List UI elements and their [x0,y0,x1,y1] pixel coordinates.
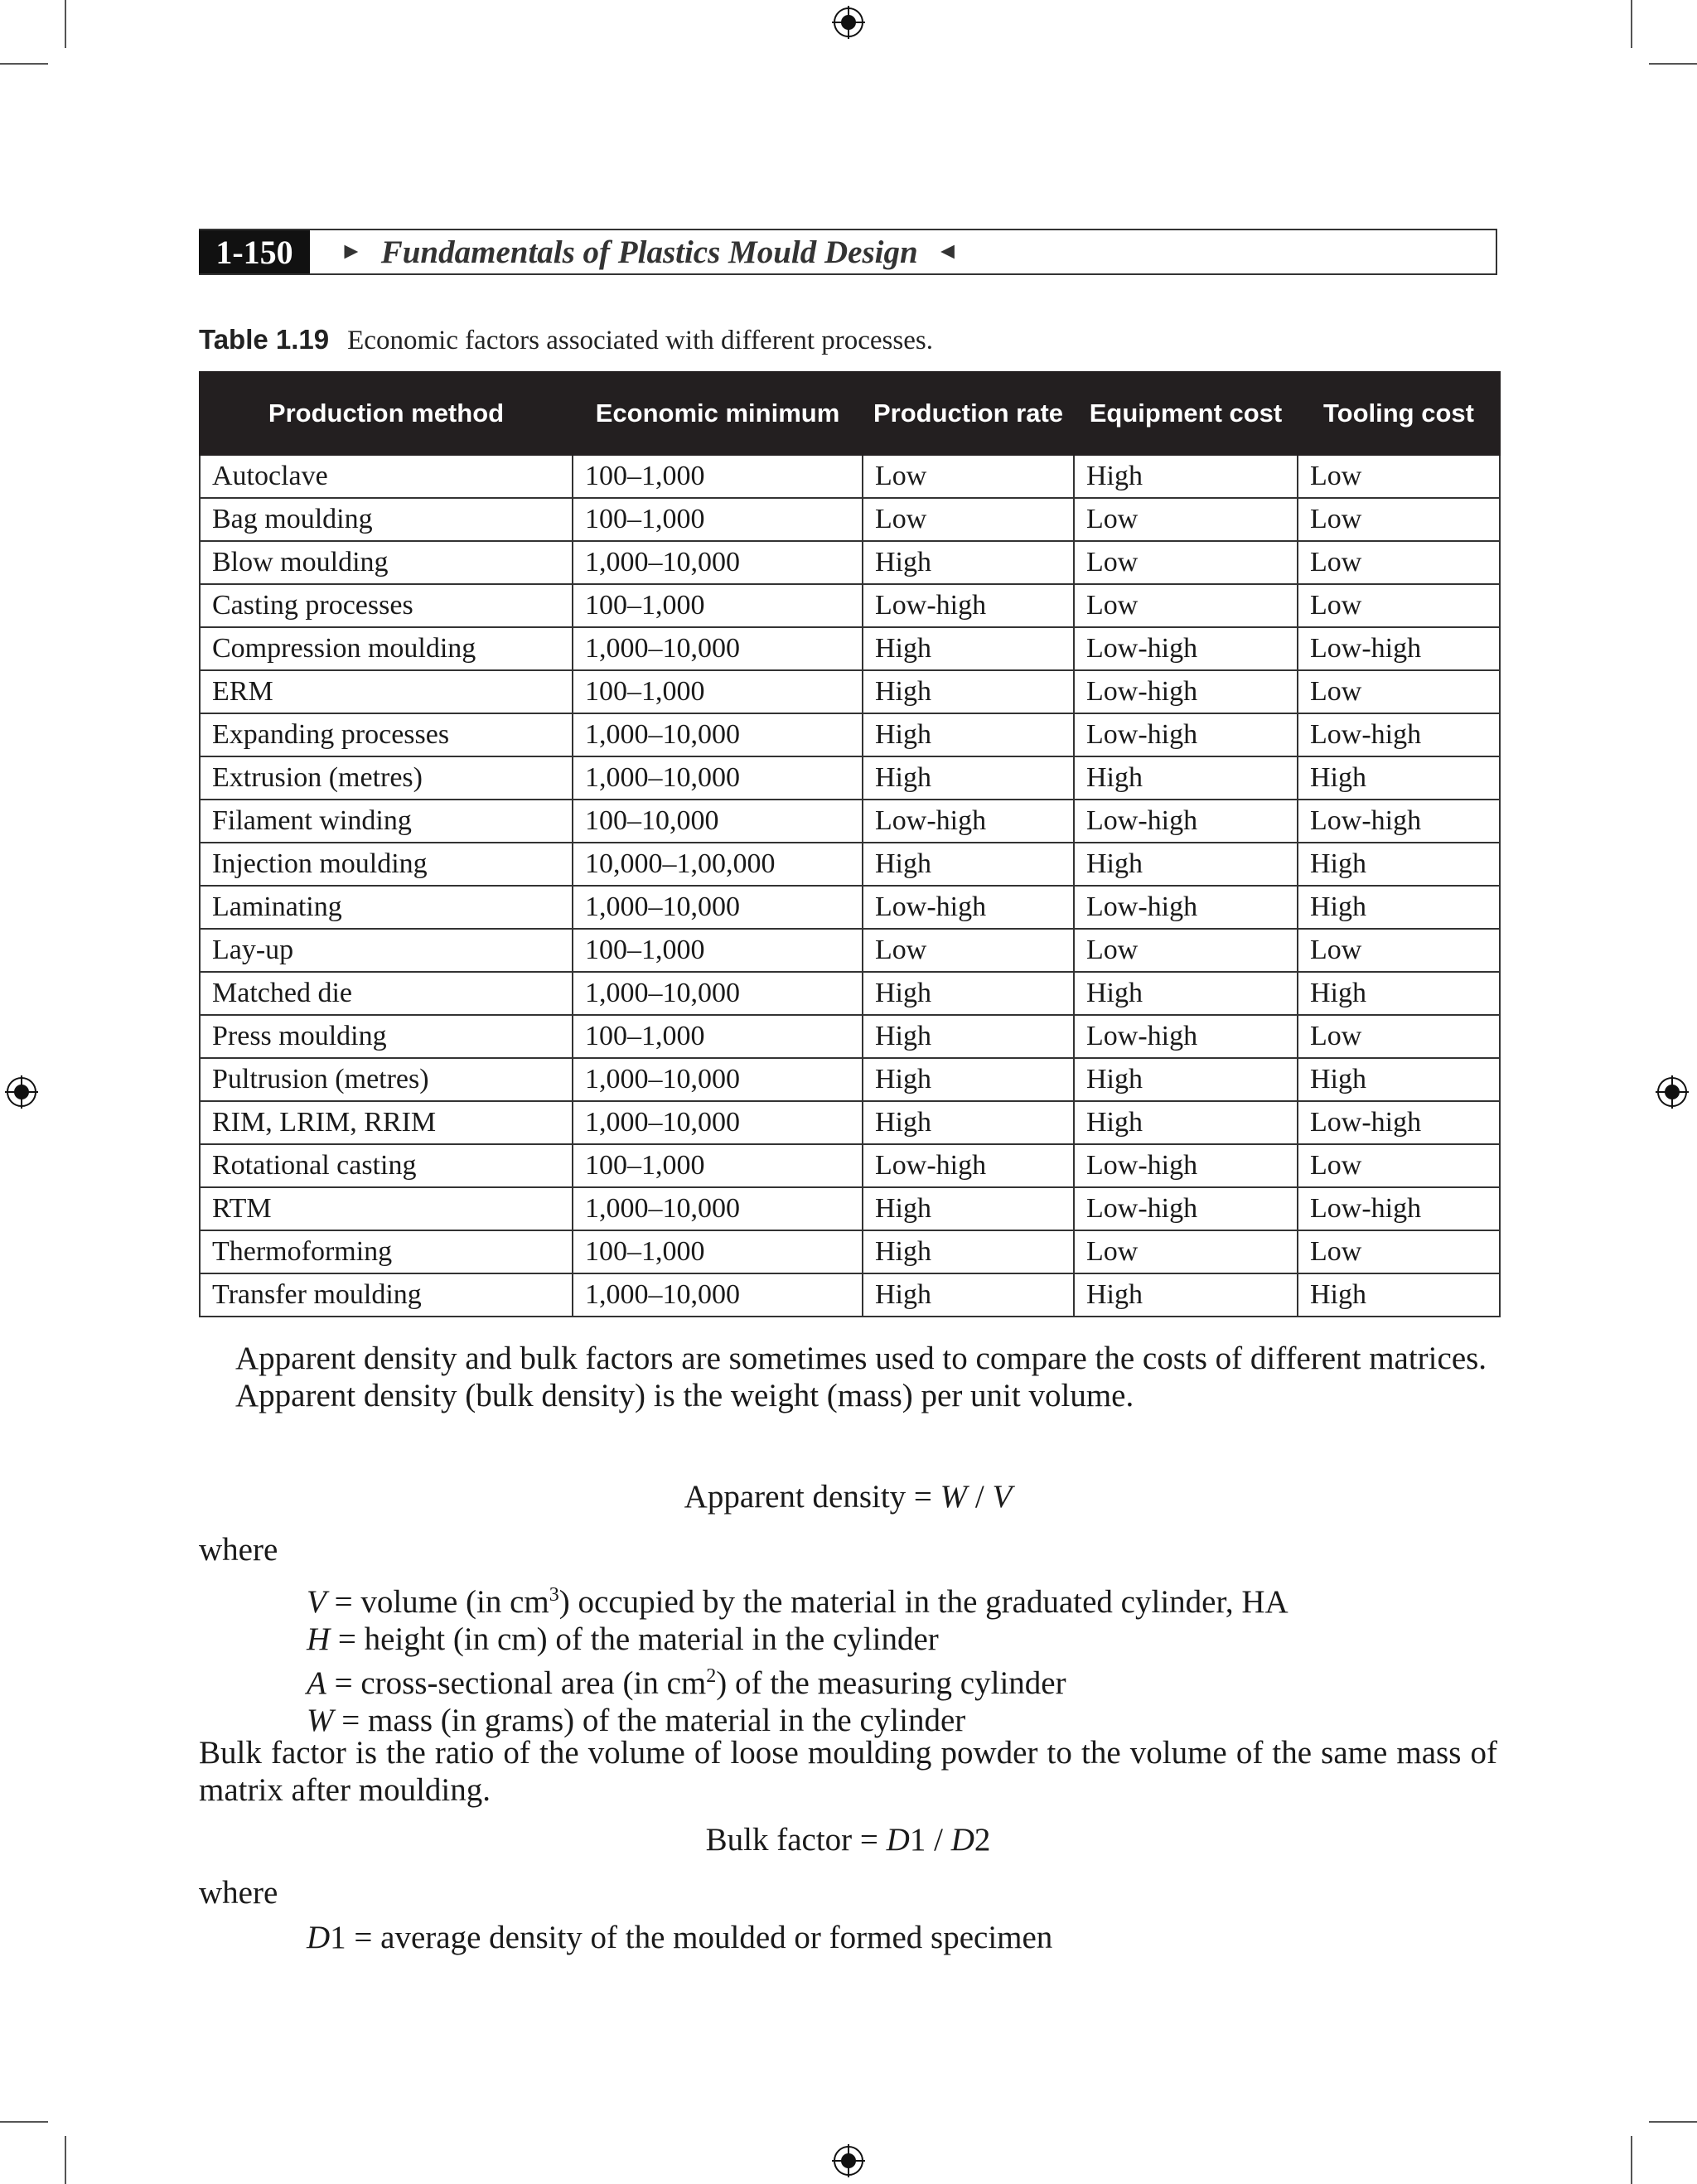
table-cell: 100–1,000 [573,455,863,498]
paragraph: Apparent density and bulk factors are sometimes used to compare the costs of different matrices. [235,1341,1487,1376]
table-row [200,1101,1500,1144]
table-cell: Low-high [1298,1101,1500,1144]
table-cell: ERM [200,670,573,713]
var-symbol: H [307,1621,331,1657]
table-cell: Low-high [1074,1015,1298,1058]
paragraph-bulk-factor [199,1734,1497,1809]
table-cell: Low [863,929,1074,972]
table-cell: Lay-up [200,929,573,972]
table-cell: High [1298,843,1500,886]
table-cell: High [863,1273,1074,1317]
table-cell: 100–1,000 [573,1015,863,1058]
equation-var: D [950,1822,974,1858]
table-cell: High [863,843,1074,886]
table-cell: 100–1,000 [573,929,863,972]
table-cell: Low-high [1074,713,1298,756]
equation-var: V [992,1479,1013,1515]
var-symbol: V [307,1584,326,1620]
table-row [200,843,1500,886]
table-cell: 1,000–10,000 [573,541,863,584]
table-cell: 1,000–10,000 [573,1058,863,1101]
table-row [200,498,1500,541]
equation-var: D [886,1822,910,1858]
table-cell: Press moulding [200,1015,573,1058]
table-cell: High [1074,756,1298,800]
table-row [200,1230,1500,1273]
page-number: 1-150 [199,230,310,273]
table-cell: Low-high [1074,1144,1298,1187]
column-header: Equipment cost [1074,372,1298,455]
table-row [200,713,1500,756]
table-cell: Low [1298,498,1500,541]
table-cell: High [863,756,1074,800]
table-cell: Low-high [863,800,1074,843]
table-cell: 1,000–10,000 [573,886,863,929]
table-cell: Low-high [1298,713,1500,756]
equation-text: Bulk factor = [705,1822,887,1858]
table-row [200,670,1500,713]
table-cell: Filament winding [200,800,573,843]
crop-mark [1631,0,1632,48]
def-text: = mass (in grams) of the material in the cylinder [333,1703,966,1738]
table-cell: Low [1298,584,1500,627]
table-cell: 100–1,000 [573,670,863,713]
table-cell: Injection moulding [200,843,573,886]
table-cell: Thermoforming [200,1230,573,1273]
header-title-group [340,234,959,271]
def-text: 1 = average density of the moulded or formed specimen [330,1920,1053,1955]
table-cell: Low [1074,1230,1298,1273]
paragraph: Bulk factor is the ratio of the volume of loose moulding powder to the volume of the same mass of matrix after moulding. [199,1735,1497,1808]
table-caption-text: Economic factors associated with different processes. [347,326,933,355]
book-title: Fundamentals of Plastics Mould Design [380,234,918,270]
crop-mark [1631,2136,1632,2184]
table-cell: Low [1298,1015,1500,1058]
registration-mark-icon [832,2144,865,2177]
equation-text: / [926,1822,951,1858]
column-header: Economic minimum [573,372,863,455]
table-cell: High [1298,972,1500,1015]
table-cell: 100–1,000 [573,584,863,627]
var-symbol: W [307,1703,334,1738]
table-cell: Low [1074,541,1298,584]
column-header: Tooling cost [1298,372,1500,455]
table-cell: High [1074,843,1298,886]
var-symbol: D [307,1920,331,1955]
table-cell: High [863,541,1074,584]
table-cell: 1,000–10,000 [573,972,863,1015]
table-cell: High [863,1101,1074,1144]
variable-definitions [307,1577,1288,1739]
left-triangle-icon: ◄ [936,239,960,264]
table-cell: Low-high [1074,886,1298,929]
table-row [200,800,1500,843]
definition-line [307,1577,1288,1621]
equation-var: W [940,1479,968,1515]
table-cell: Extrusion (metres) [200,756,573,800]
table-cell: 100–10,000 [573,800,863,843]
crop-mark [0,2121,48,2123]
table-cell: 1,000–10,000 [573,1187,863,1230]
table-cell: Low-high [1298,1187,1500,1230]
definition-line [307,1621,1288,1658]
equation-text: Apparent density = [684,1479,940,1515]
table-cell: Low-high [1298,627,1500,670]
table-cell: Low [863,498,1074,541]
table-row [200,541,1500,584]
running-header [199,229,1497,275]
table-cell: High [1074,972,1298,1015]
table-row [200,972,1500,1015]
table-cell: 1,000–10,000 [573,627,863,670]
table-cell: Low-high [863,886,1074,929]
table-cell: 100–1,000 [573,498,863,541]
table-cell: Low [1298,1144,1500,1187]
table-row [200,756,1500,800]
table-row [200,886,1500,929]
table-cell: High [863,1015,1074,1058]
table-cell: Low-high [1298,800,1500,843]
table-cell: High [863,713,1074,756]
table-cell: Low [1298,1230,1500,1273]
table-cell: 1,000–10,000 [573,1273,863,1317]
def-text: ) occupied by the material in the graduated cylinder, HA [558,1584,1288,1620]
column-header: Production rate [863,372,1074,455]
variable-definitions [307,1919,1052,1956]
equation-text: 1 [909,1822,926,1858]
table-row [200,929,1500,972]
table-cell: Low-high [1074,627,1298,670]
where-label: where [199,1875,278,1911]
table-cell: Transfer moulding [200,1273,573,1317]
table-cell: 100–1,000 [573,1144,863,1187]
table-caption [199,324,933,356]
var-symbol: A [307,1665,326,1701]
crop-mark [65,0,66,48]
table-cell: Compression moulding [200,627,573,670]
crop-mark [0,63,48,65]
table-row [200,1144,1500,1187]
table-cell: Blow moulding [200,541,573,584]
table-cell: RIM, LRIM, RRIM [200,1101,573,1144]
table-row [200,1273,1500,1317]
right-triangle-icon: ► [340,239,363,264]
table-cell: High [863,1058,1074,1101]
column-header: Production method [200,372,573,455]
crop-mark [1649,2121,1697,2123]
table-cell: Low-high [1074,670,1298,713]
table-cell: Low-high [863,1144,1074,1187]
table-cell: 100–1,000 [573,1230,863,1273]
table-cell: Laminating [200,886,573,929]
table-cell: High [863,627,1074,670]
definition-line [307,1919,1052,1956]
table-cell: Low [1074,584,1298,627]
table-cell: High [1298,1273,1500,1317]
economic-factors-table [199,371,1501,1317]
table-row [200,627,1500,670]
equation-text: 2 [974,1822,991,1858]
paragraph: Apparent density (bulk density) is the weight (mass) per unit volume. [235,1378,1134,1413]
table-cell: 1,000–10,000 [573,1101,863,1144]
table-header-row [200,372,1500,455]
table-cell: Low-high [1074,1187,1298,1230]
table-cell: High [863,1230,1074,1273]
table-cell: 1,000–10,000 [573,713,863,756]
table-cell: Low [1298,541,1500,584]
table-cell: Bag moulding [200,498,573,541]
table-cell: High [863,972,1074,1015]
table-cell: Low [1298,670,1500,713]
table-row [200,1015,1500,1058]
table-cell: High [863,1187,1074,1230]
table-label: Table 1.19 [199,324,330,355]
table-cell: High [1074,1273,1298,1317]
table-row [200,1187,1500,1230]
table-cell: Matched die [200,972,573,1015]
table-cell: 10,000–1,00,000 [573,843,863,886]
table-cell: Low [1298,455,1500,498]
definition-line [307,1658,1288,1702]
table-row [200,1058,1500,1101]
table-cell: Casting processes [200,584,573,627]
registration-mark-icon [5,1075,38,1109]
equation-apparent-density [199,1478,1497,1515]
table-row [200,584,1500,627]
table-cell: 1,000–10,000 [573,756,863,800]
table-cell: High [1298,756,1500,800]
table-cell: Expanding processes [200,713,573,756]
table-cell: Low [1298,929,1500,972]
where-label: where [199,1532,278,1568]
table-row [200,455,1500,498]
def-text: ) of the measuring cylinder [716,1665,1066,1701]
table-cell: High [1298,886,1500,929]
table-cell: Pultrusion (metres) [200,1058,573,1101]
crop-mark [65,2136,66,2184]
superscript: 3 [549,1584,559,1606]
equation-text: / [967,1479,993,1515]
registration-mark-icon [1656,1075,1689,1109]
def-text: = height (in cm) of the material in the cylinder [330,1621,939,1657]
table-cell: High [1074,1101,1298,1144]
table-cell: Low [863,455,1074,498]
table-cell: Low-high [1074,800,1298,843]
equation-bulk-factor [199,1821,1497,1858]
table-cell: Low [1074,498,1298,541]
table-cell: RTM [200,1187,573,1230]
paragraph-apparent-density-intro [199,1340,1497,1414]
def-text: = volume (in cm [326,1584,549,1620]
table-cell: High [1298,1058,1500,1101]
table-cell: High [863,670,1074,713]
registration-mark-icon [832,6,865,39]
table-cell: Low [1074,929,1298,972]
table-cell: High [1074,1058,1298,1101]
table-cell: Rotational casting [200,1144,573,1187]
crop-mark [1649,63,1697,65]
table-cell: High [1074,455,1298,498]
superscript: 2 [706,1665,717,1687]
table-cell: Low-high [863,584,1074,627]
table-cell: Autoclave [200,455,573,498]
def-text: = cross-sectional area (in cm [326,1665,707,1701]
